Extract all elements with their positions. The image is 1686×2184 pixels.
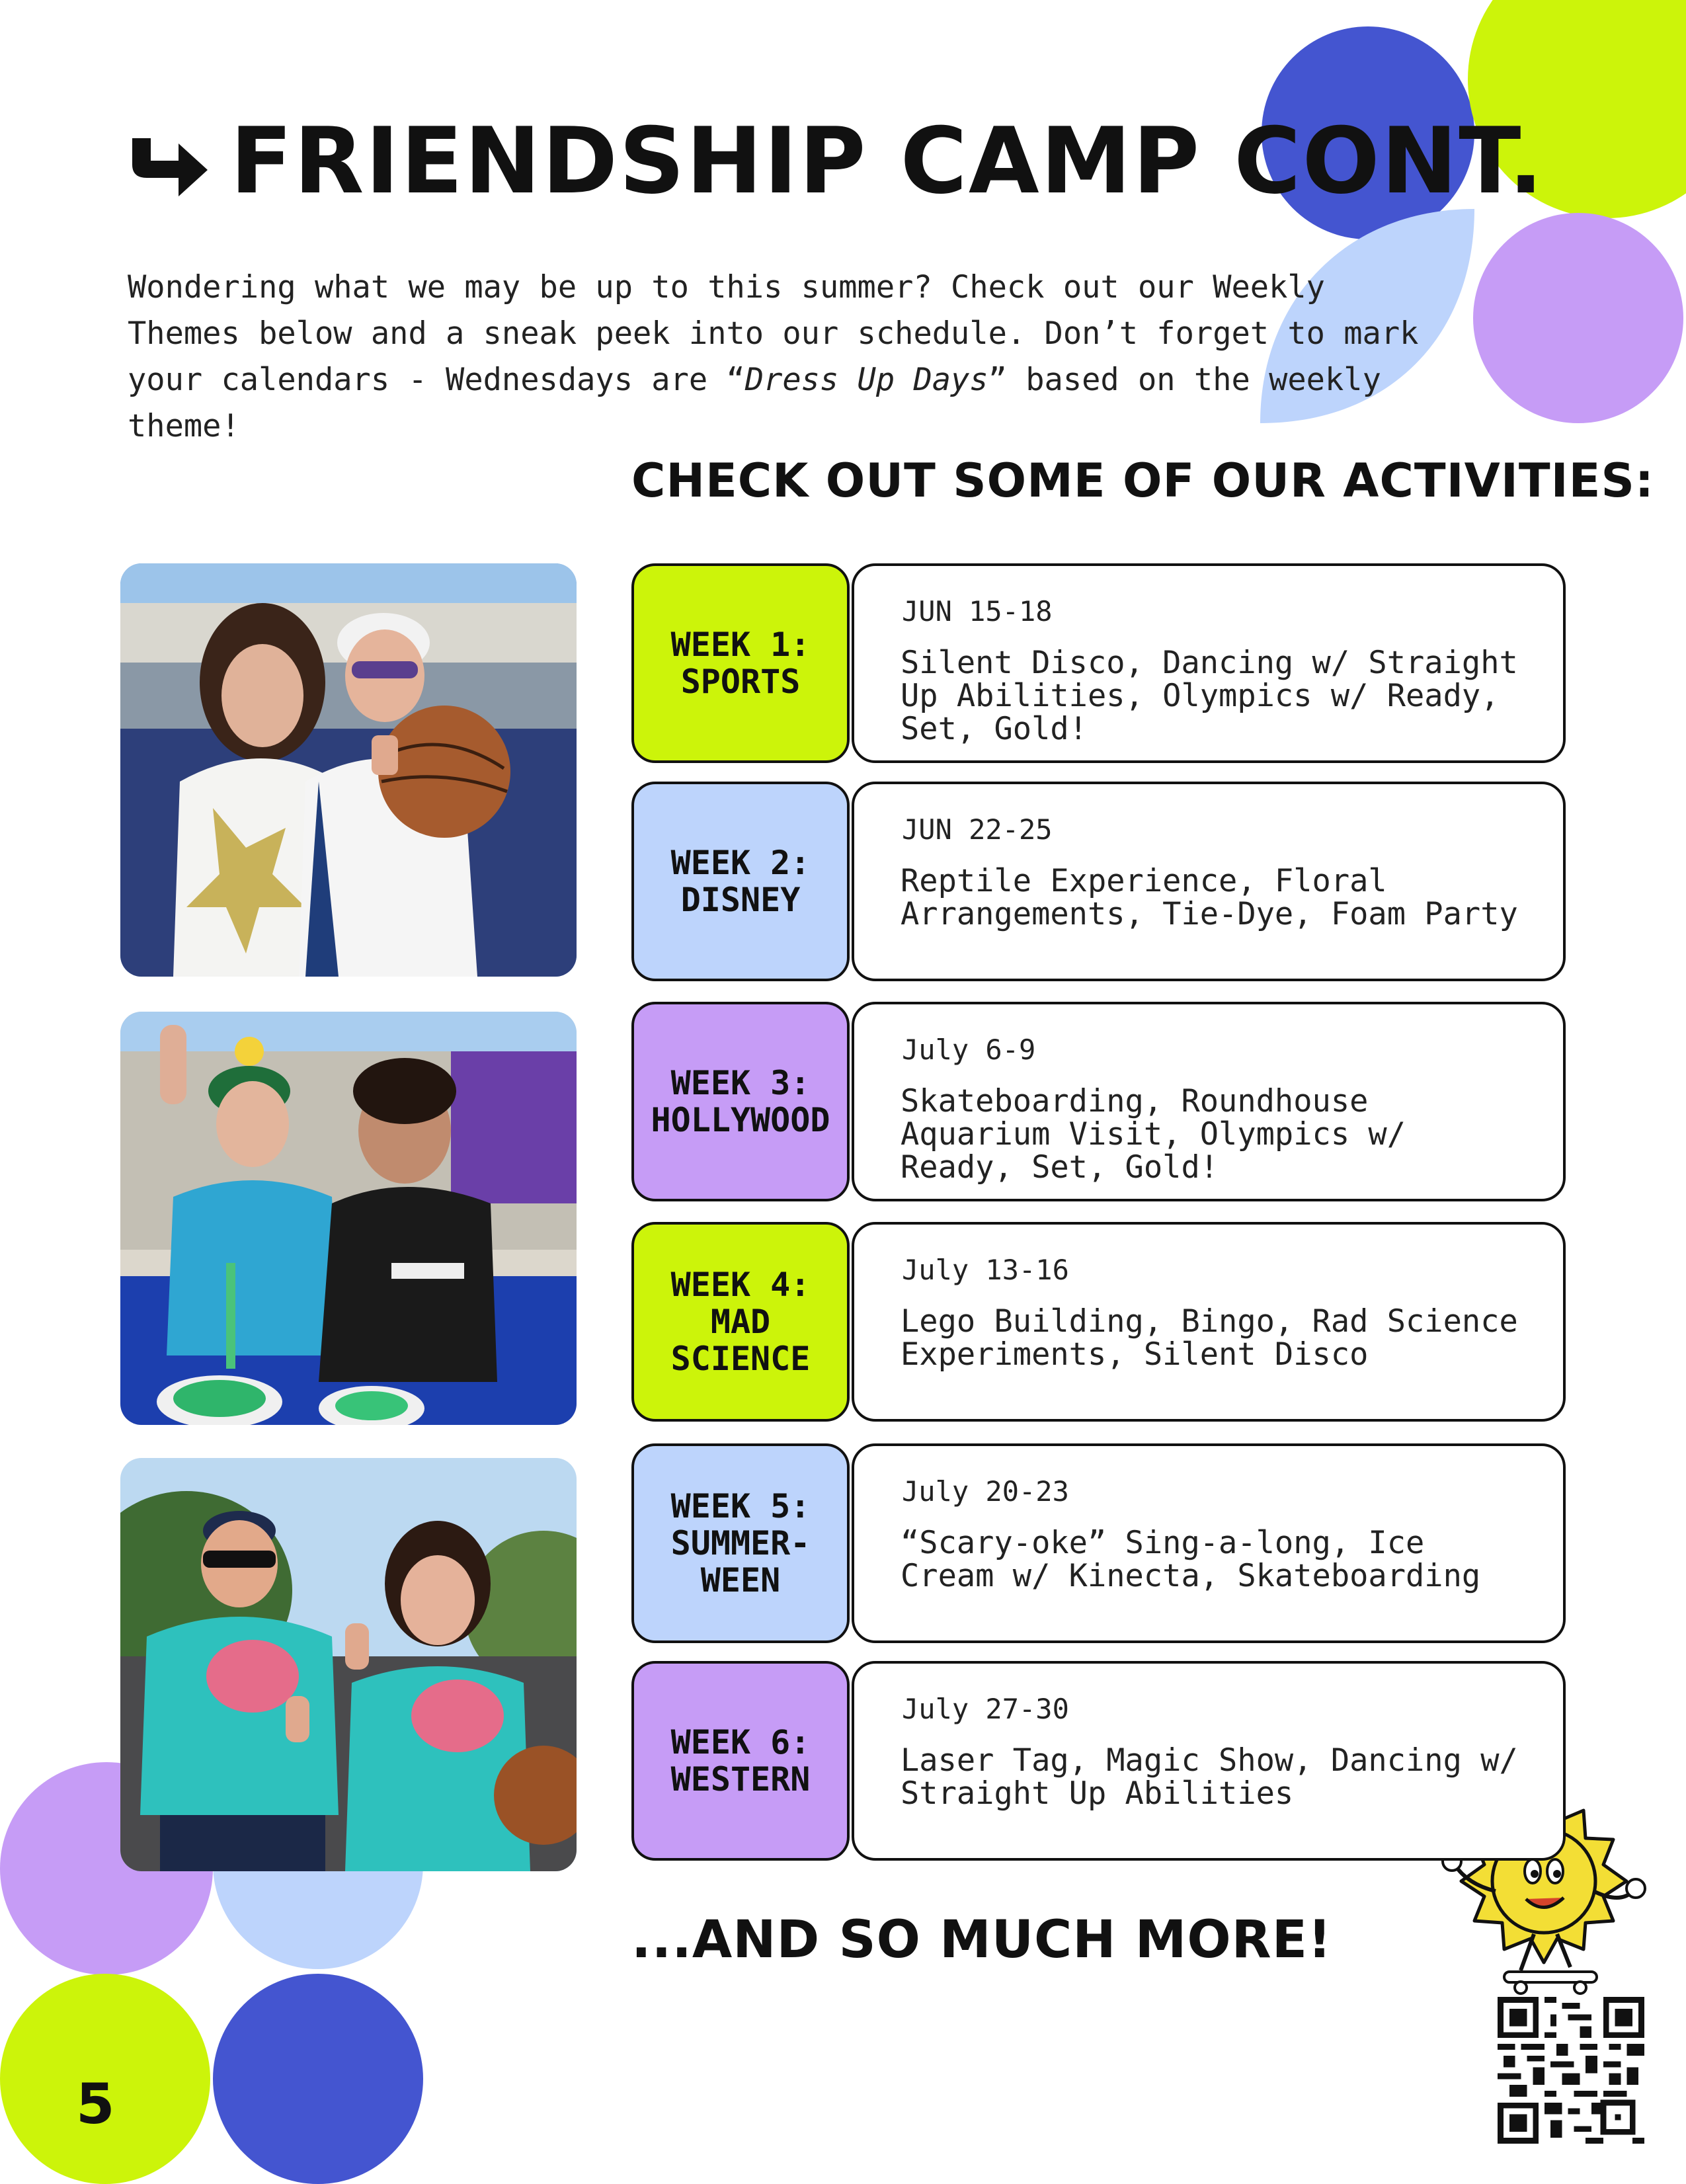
week-3-card	[852, 1002, 1566, 1201]
week-2-label: WEEK 2: DISNEY	[631, 782, 850, 981]
week-5-card	[852, 1443, 1566, 1643]
curved-arrow-right-icon	[126, 134, 212, 200]
week-5-activities: “Scary-oke” Sing-a-long, Ice Cream w/ Kinecta, Skateboarding	[901, 1525, 1481, 1594]
intro-dress-up-days: Dress Up Days	[744, 362, 988, 398]
photo-campers-thumbs-up	[120, 1458, 577, 1871]
intro-text-start: Wondering what we may be up to this summer? Check out our Weekly Themes below and a sneak peek into our schedule. Don’t forget to mark your calendars - Wednesdays are “	[128, 269, 1419, 398]
week-3-activities: Skateboarding, Roundhouse Aquarium Visit, Olympics w/ Ready, Set, Gold!	[901, 1083, 1406, 1186]
week-6-card	[852, 1661, 1566, 1861]
intro-paragraph	[128, 264, 1424, 450]
decor-circle-purple-top	[1473, 213, 1683, 423]
week-5-date: July 20-23	[902, 1475, 1069, 1508]
photo-campers-slime-science	[120, 1012, 577, 1425]
week-1-label: WEEK 1: SPORTS	[631, 563, 850, 763]
week-6-label: WEEK 6: WESTERN	[631, 1661, 850, 1861]
week-4-activities: Lego Building, Bingo, Rad Science Experiments, Silent Disco	[901, 1303, 1518, 1373]
photo-campers-basketball	[120, 563, 577, 977]
page-number: 5	[76, 2072, 115, 2136]
week-2-card	[852, 782, 1566, 981]
week-3-date: July 6-9	[902, 1033, 1036, 1066]
decor-circle-royal-blue-bottom	[213, 1974, 423, 2184]
week-6-date: July 27-30	[902, 1693, 1069, 1725]
week-4-label: WEEK 4: MAD SCIENCE	[631, 1222, 850, 1422]
activities-heading: CHECK OUT SOME OF OUR ACTIVITIES:	[631, 454, 1654, 508]
week-1-activities: Silent Disco, Dancing w/ Straight Up Abilities, Olympics w/ Ready, Set, Gold!	[901, 645, 1518, 747]
week-3-label: WEEK 3: HOLLYWOOD	[631, 1002, 850, 1201]
week-1-date: JUN 15-18	[902, 595, 1053, 627]
closing-text: ...AND SO MUCH MORE!	[631, 1910, 1332, 1970]
week-5-label: WEEK 5: SUMMER- WEEN	[631, 1443, 850, 1643]
week-4-date: July 13-16	[902, 1254, 1069, 1286]
page-title-text: FRIENDSHIP CAMP CONT.	[230, 108, 1545, 214]
page-title	[126, 108, 1545, 214]
week-6-activities: Laser Tag, Magic Show, Dancing w/ Straight Up Abilities	[901, 1742, 1518, 1812]
week-2-date: JUN 22-25	[902, 813, 1053, 846]
intro-text-end: ” based on the weekly theme!	[128, 362, 1381, 444]
week-4-card	[852, 1222, 1566, 1422]
week-1-card	[852, 563, 1566, 763]
week-2-activities: Reptile Experience, Floral Arrangements, Tie-Dye, Foam Party	[901, 863, 1518, 932]
qr-code-icon	[1498, 1997, 1644, 2144]
